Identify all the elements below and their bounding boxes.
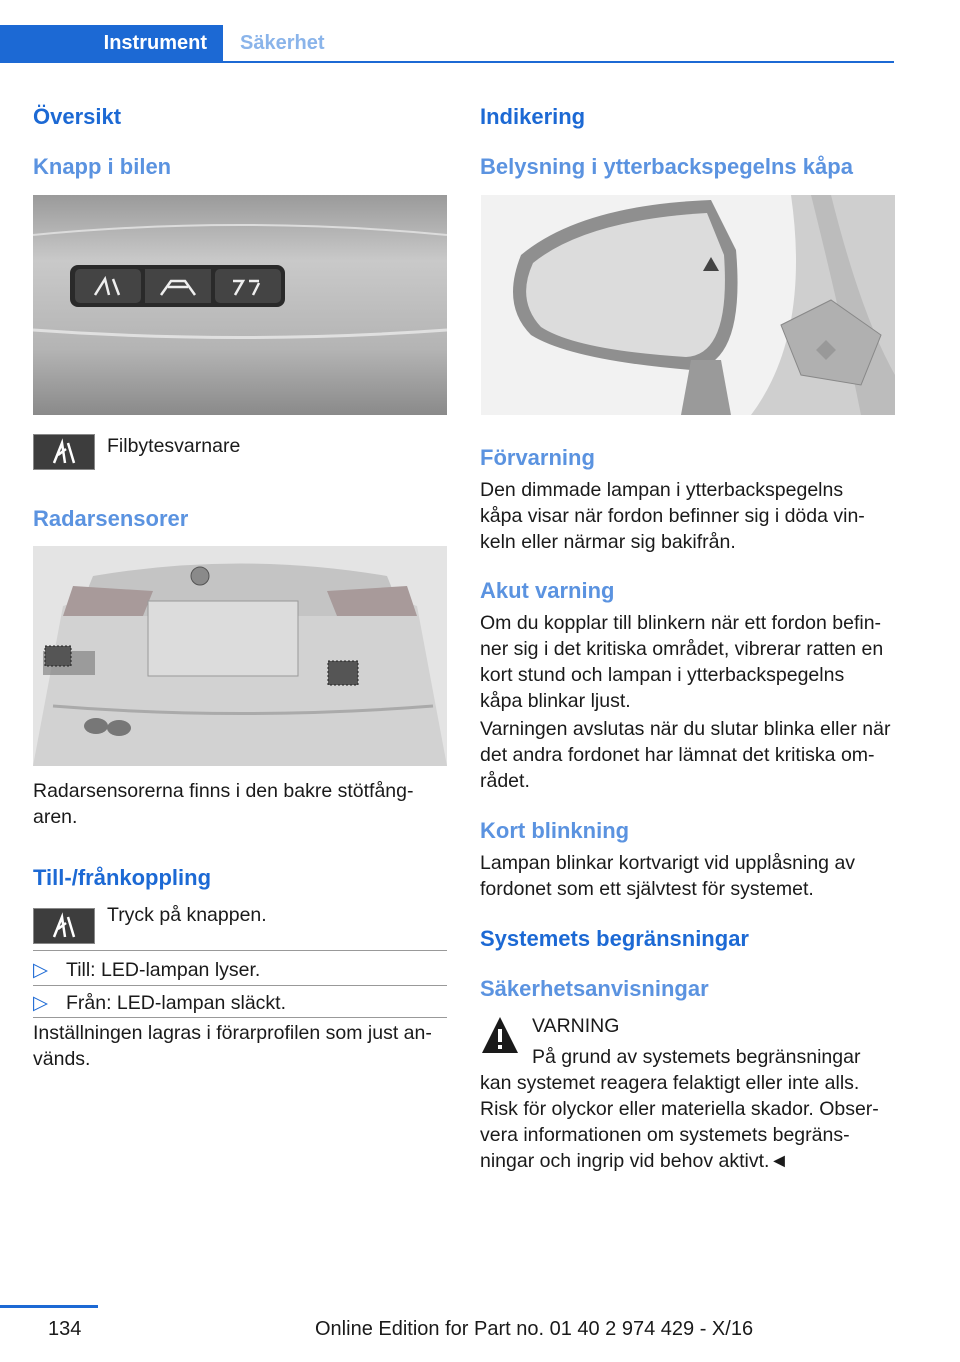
heading-systemets-begransningar: Systemets begränsningar — [480, 926, 749, 951]
bullet-till: Till: LED-lampan lyser. — [66, 959, 261, 981]
heading-belysning: Belysning i ytterbackspegelns kåpa — [480, 154, 853, 179]
footer-accent-line — [0, 1305, 98, 1308]
tab-instrument[interactable]: Instrument — [0, 25, 223, 61]
heading-kort-blinkning: Kort blinkning — [480, 818, 630, 843]
heading-knapp-i-bilen: Knapp i bilen — [33, 154, 172, 179]
kort-text: Lampan blinkar kortvarigt vid upplåsning av fordonet som ett självtest för systemet. — [480, 852, 856, 900]
warning-triangle-icon — [480, 1013, 520, 1062]
varning-text: kan systemet reagera felaktigt eller inte alls. Risk för olyckor eller materiella skador. Obser- vera informationen om systemets begräns- ningar och ingrip vid behov aktivt.◄ — [480, 1072, 879, 1172]
button-panel-image — [33, 195, 447, 415]
mirror-image — [481, 195, 895, 415]
heading-sakerhetsanvisningar: Säkerhetsanvisningar — [480, 976, 709, 1001]
installning-text: Inställningen lagras i förarprofilen som just an- vänds. — [33, 1022, 432, 1070]
page-number: 134 — [48, 1318, 82, 1340]
heading-oversikt: Översikt — [33, 104, 122, 129]
forvarning-text: Den dimmade lampan i ytterbackspegelns kåpa visar när fordon befinner sig i döda vin- keln eller närmar sig bakifrån. — [480, 479, 865, 553]
divider — [33, 950, 447, 951]
divider — [33, 1017, 447, 1018]
radar-description: Radarsensorerna finns i den bakre stötfång- aren. — [33, 780, 414, 828]
heading-akut-varning: Akut varning — [480, 578, 615, 603]
car-rear-image — [33, 546, 447, 766]
varning-title: VARNING — [532, 1015, 620, 1037]
bullet-arrow-icon: ▷ — [33, 959, 48, 981]
lane-change-button-icon — [33, 434, 95, 470]
varning-line1: På grund av systemets begränsningar — [532, 1046, 861, 1068]
heading-till-frankoppling: Till-/frånkoppling — [33, 865, 212, 890]
heading-forvarning: Förvarning — [480, 445, 595, 470]
akut-text: Om du kopplar till blinkern när ett fordon befin- ner sig i det kritiska området, vibrerar ratten en kort stund och lampan i ytterbackspegelns kåpa blinkar ljust. — [480, 612, 884, 712]
tryck-instruction: Tryck på knappen. — [107, 904, 267, 926]
tab-sakerhet[interactable]: Säkerhet — [240, 32, 325, 54]
bullet-fran: Från: LED-lampan släckt. — [66, 992, 286, 1014]
edition-text: Online Edition for Part no. 01 40 2 974 429 - X/16 — [315, 1318, 754, 1340]
heading-radarsensorer: Radarsensorer — [33, 506, 189, 531]
varningen-text: Varningen avslutas när du slutar blinka eller när det andra fordonet har lämnat det kritiska om- rådet. — [480, 718, 891, 792]
chapter-tabs — [0, 25, 894, 63]
divider — [33, 985, 447, 986]
filbytesvarnare-label: Filbytesvarnare — [107, 435, 241, 457]
heading-indikering: Indikering — [480, 104, 586, 129]
lane-change-button-icon-2 — [33, 908, 95, 944]
bullet-arrow-icon: ▷ — [33, 992, 48, 1014]
